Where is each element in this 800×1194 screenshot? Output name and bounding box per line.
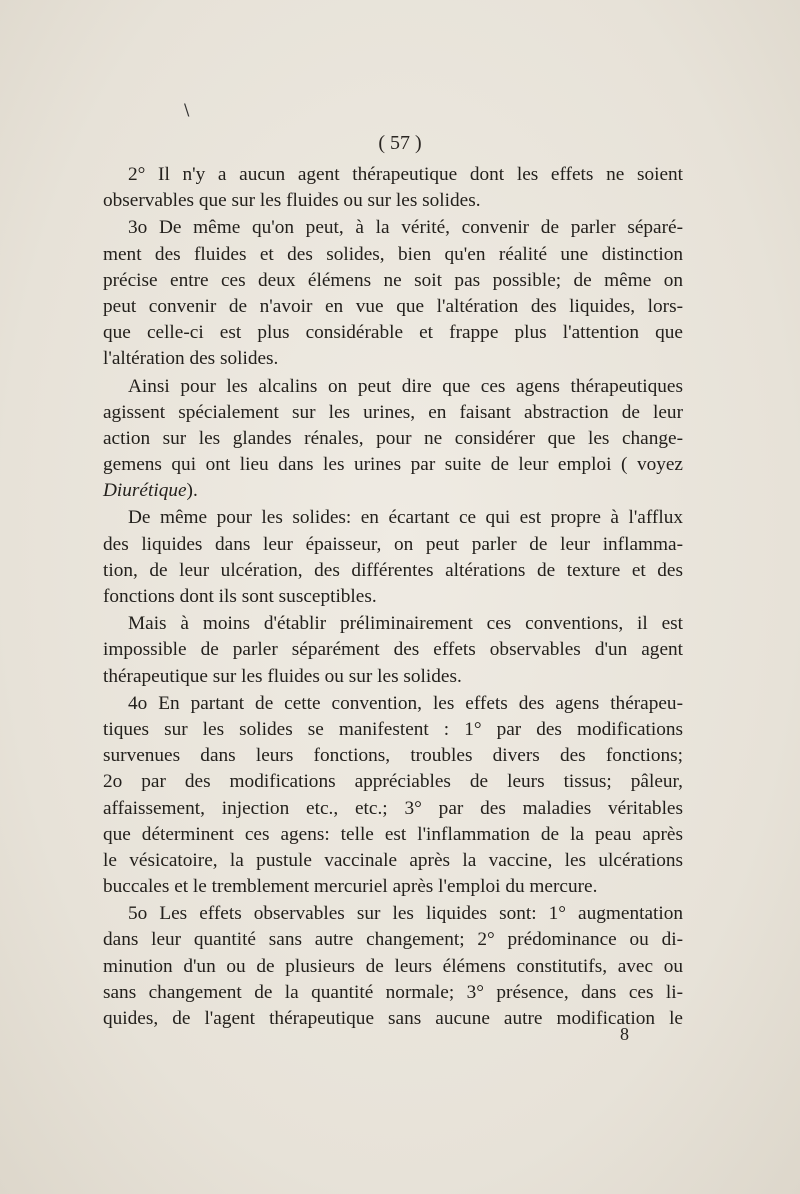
- text-line: fonctions dont ils sont susceptibles.: [103, 586, 377, 607]
- text-line: 2° Il n'y a aucun agent thérapeutique dont les effets ne soient: [128, 164, 683, 185]
- body-text: [103, 162, 683, 1032]
- text-line: Mais à moins d'établir préliminairement ces conventions, il est: [128, 613, 683, 635]
- italic-term: Diurétique: [103, 480, 187, 502]
- text-line: des liquides dans leur épaisseur, on peut parler de leur inflamma-: [103, 533, 683, 555]
- text-line: observables que sur les fluides ou sur les solides.: [103, 190, 481, 212]
- text-line: agissent spécialement sur les urines, en faisant abstraction de leur: [103, 401, 683, 423]
- text-line: gemens qui ont lieu dans les urines par suite de leur emploi ( voyez: [103, 454, 683, 476]
- text-line: 4o En partant de cette convention, les effets des agens thérapeu-: [128, 692, 683, 714]
- text-line: peut convenir de n'avoir en vue que l'altération des liquides, lors-: [103, 295, 683, 317]
- text-line: minution d'un ou de plusieurs de leurs élémens constitutifs, avec ou: [103, 955, 683, 977]
- text-line: tion, de leur ulcération, des différentes altérations de texture et des: [103, 559, 683, 581]
- text-line: 3o De même qu'on peut, à la vérité, convenir de parler séparé-: [128, 217, 683, 239]
- text-line: Ainsi pour les alcalins on peut dire que ces agens thérapeutiques: [128, 375, 683, 397]
- text-line: quides, de l'agent thérapeutique sans aucune autre modification le: [103, 1008, 683, 1029]
- text-line: impossible de parler séparément des effets observables d'un agent: [103, 639, 683, 661]
- text-line: buccales et le tremblement mercuriel après l'emploi du mercure.: [103, 876, 598, 898]
- text-line: action sur les glandes rénales, pour ne considérer que les change-: [103, 427, 683, 449]
- text-line: ment des fluides et des solides, bien qu'en réalité une distinction: [103, 243, 683, 265]
- text-line: l'altération des solides.: [103, 348, 279, 370]
- text-line: le vésicatoire, la pustule vaccinale après la vaccine, les ulcérations: [103, 849, 683, 871]
- text-line: 5o Les effets observables sur les liquides sont: 1° augmentation: [128, 903, 683, 925]
- page-number: ( 57 ): [378, 132, 422, 154]
- text-line: Diurétique).: [103, 480, 198, 502]
- text-line: survenues dans leurs fonctions, troubles divers des fonctions;: [103, 745, 683, 767]
- stray-mark: \: [184, 100, 190, 119]
- text-line: dans leur quantité sans autre changement; 2° prédominance ou di-: [103, 929, 683, 951]
- text-line: sans changement de la quantité normale; 3° présence, dans ces li-: [103, 981, 683, 1003]
- text-line: 2o par des modifications appréciables de leurs tissus; pâleur,: [103, 771, 683, 793]
- text-line: tiques sur les solides se manifestent : 1° par des modifications: [103, 718, 683, 740]
- text-line: que déterminent ces agens: telle est l'inflammation de la peau après: [103, 823, 683, 845]
- text-line: affaissement, injection etc., etc.; 3° par des maladies véritables: [103, 797, 683, 819]
- text-line: précise entre ces deux élémens ne soit pas possible; de même on: [103, 269, 683, 291]
- signature-mark: 8: [620, 1024, 629, 1044]
- text-line: De même pour les solides: en écartant ce qui est propre à l'afflux: [128, 507, 683, 529]
- text-line: thérapeutique sur les fluides ou sur les solides.: [103, 665, 462, 687]
- text-line: que celle-ci est plus considérable et frappe plus l'attention que: [103, 322, 683, 344]
